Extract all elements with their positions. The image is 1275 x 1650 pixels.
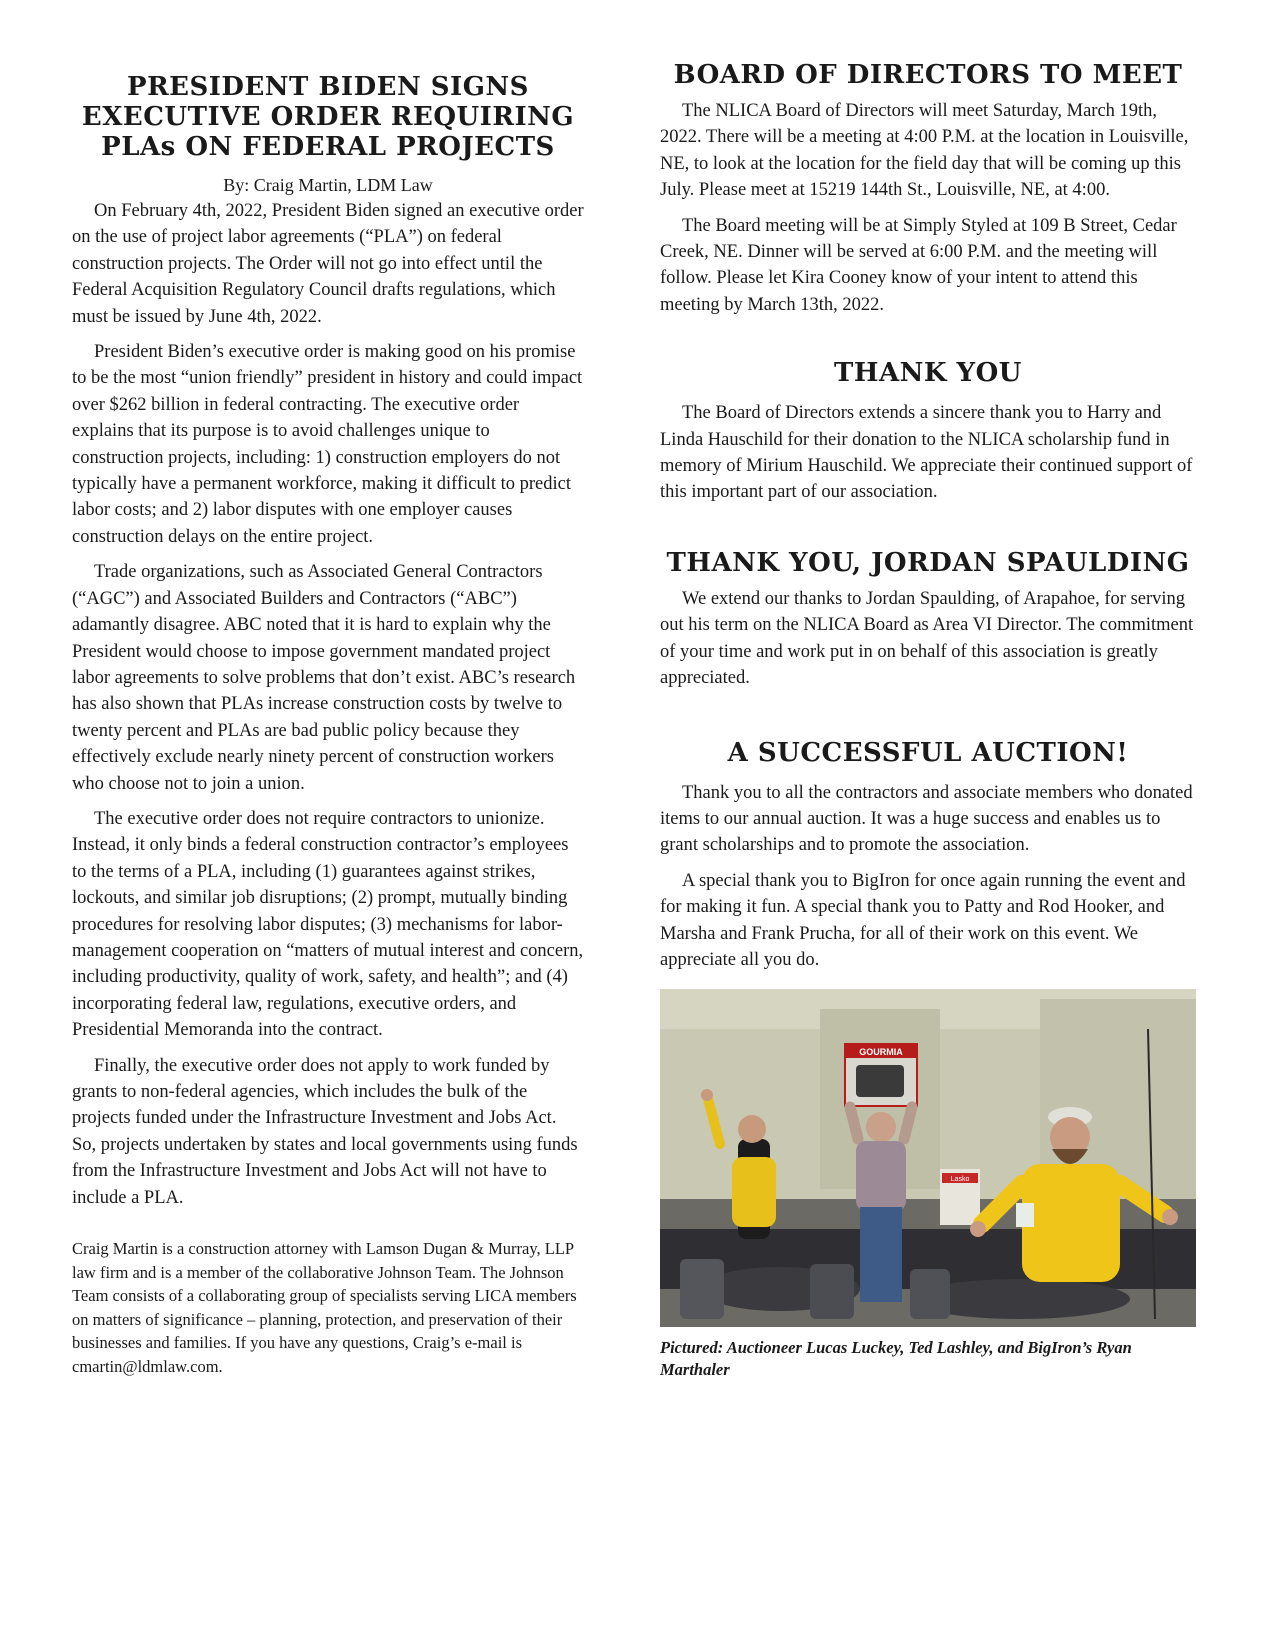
photo-caption: Pictured: Auctioneer Lucas Luckey, Ted Lashley, and BigIron’s Ryan Marthaler [660, 1338, 1132, 1380]
box-brand-text: GOURMIA [859, 1047, 903, 1058]
article-paragraph: The executive order does not require contractors to unionize. Instead, it only binds a federal construction contractor’s employees to the terms of a PLA, including (1) guarantees against strikes, lockouts, and similar job disruptions; (2) prompt, mutually binding procedures for resolving labor disputes; (3) mechanisms for labor-management cooperation on “matters of mutual interest and concern, including productivity, quality of work, safety, and health”; and (4) incorporating federal law, regulations, executive orders, and Presidential Memoranda into the contract. [72, 808, 584, 1041]
article-paragraph: Finally, the executive order does not apply to work funded by grants to non-federal agencies, which includes the bulk of the projects funded under the Infrastructure Investment and Jobs Act. So, projects undertaken by states and local governments using funds from the Infrastructure Investment and Jobs Act will not have to include a PLA. [72, 1055, 578, 1208]
article-paragraph: President Biden’s executive order is making good on his promise to be the most “union friendly” president in history and could impact over $262 billion in federal contracting. The executive order explains that its purpose is to avoid challenges unique to construction projects, including: 1) construction employers do not typically have a permanent workforce, making it difficult to predict labor costs; and 2) labor disputes with one employer causes construction delays on the entire project. [72, 342, 583, 547]
article-biden-plas [72, 60, 584, 1378]
article-paragraph: Trade organizations, such as Associated General Contractors (“AGC”) and Associated Builders and Contractors (“ABC”) adamantly disagree. ABC noted that it is hard to explain why the President would choose to impose government mandated project labor agreements to solve problems that don’t exist. ABC’s research has also shown that PLAs increase construction costs by twelve to twenty percent and PLAs are bad public policy because they effectively exclude nearly ninety percent of construction workers who choose not to join a union. [72, 562, 576, 794]
jordan-spaulding-title: THANK YOU, JORDAN SPAULDING [666, 547, 1190, 578]
article-title [72, 72, 584, 162]
article-paragraph: On February 4th, 2022, President Biden signed an executive order on the use of project labor agreements (“PLA”) on federal construction projects. The Order will not go into effect until the Federal Acquisition Regulatory Council drafts regulations, which must be issued by June 4th, 2022. [72, 201, 584, 327]
thank-you-paragraph: The Board of Directors extends a sincere thank you to Harry and Linda Hauschild for their donation to the NLICA scholarship fund in memory of Mirium Hauschild. We appreciate their continued support of this important part of our association. [660, 403, 1193, 503]
jordan-spaulding-paragraph: We extend our thanks to Jordan Spaulding, of Arapahoe, for serving out his term on the NLICA Board as Area VI Director. The commitment of your time and work put in on behalf of this association is greatly appreciated. [660, 588, 1194, 689]
auction-paragraph-1: Thank you to all the contractors and associate members who donated items to our annual auction. It was a huge success and enables us to grant scholarships and to promote the association. [660, 782, 1193, 856]
article-byline: By: Craig Martin, LDM Law [223, 175, 433, 195]
board-meeting-section [660, 60, 1196, 318]
author-bio: Craig Martin is a construction attorney with Lamson Dugan & Murray, LLP law firm and is a member of the collaborative Johnson Team. The Johnson Team consists of a collaborating group of specialists serving LICA members on matters of significance – planning, protection, and preservation of their businesses and families. If you have any questions, Craig’s e-mail is cmartin@ldmlaw.com. [72, 1239, 577, 1376]
auction-photo-illustration [660, 989, 1196, 1327]
article-title-line-1: PRESIDENT BIDEN SIGNS [127, 72, 529, 102]
board-meeting-paragraph-1: The NLICA Board of Directors will meet Saturday, March 19th, 2022. There will be a meeting at 4:00 P.M. at the location in Louisville, NE, to look at the location for the field day that will be coming up this July. Please meet at 15219 144th St., Louisville, NE, at 4:00. [660, 101, 1189, 201]
board-meeting-paragraph-2: The Board meeting will be at Simply Styled at 109 B Street, Cedar Creek, NE. Dinner will be served at 6:00 P.M. and the meeting will follow. Please let Kira Cooney know of your intent to attend this meeting by March 13th, 2022. [660, 215, 1177, 315]
article-title-line-3: PLAs ON FEDERAL PROJECTS [101, 132, 555, 162]
jordan-spaulding-section [660, 548, 1196, 692]
article-title-line-2: EXECUTIVE ORDER REQUIRING [81, 102, 575, 132]
right-column [660, 60, 1196, 1381]
auction-section [660, 738, 1196, 974]
auction-paragraph-2: A special thank you to BigIron for once again running the event and for making it fun. A special thank you to Patty and Rod Hooker, and Marsha and Frank Prucha, for all of their work on this event. We appreciate all you do. [660, 870, 1186, 970]
auction-title: A SUCCESSFUL AUCTION! [727, 737, 1129, 768]
auction-photo [660, 989, 1196, 1327]
thank-you-title: THANK YOU [834, 358, 1022, 389]
thank-you-section [660, 358, 1196, 506]
sign-brand-text: Lasko [950, 1176, 970, 1184]
board-meeting-title: BOARD OF DIRECTORS TO MEET [673, 60, 1183, 90]
